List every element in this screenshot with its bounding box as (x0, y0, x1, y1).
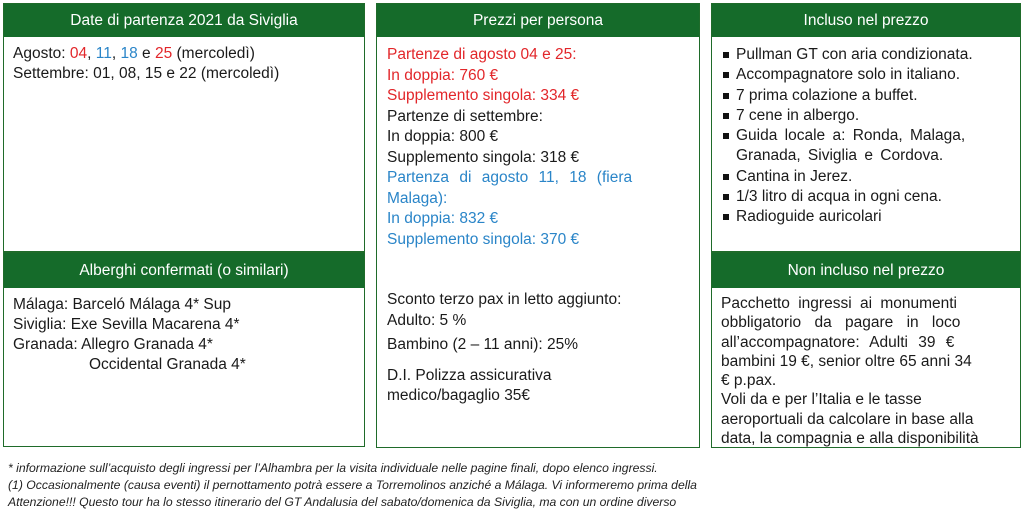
included-panel (711, 3, 1021, 252)
departure-dates-panel (3, 3, 365, 252)
departure-dates-header: Date di partenza 2021 da Siviglia (4, 4, 364, 37)
not-included-header: Non incluso nel prezzo (712, 253, 1020, 288)
august-b-title-2: Malaga): (387, 189, 448, 207)
included-item: 7 cene in albergo. (722, 106, 1012, 126)
september-dates: Settembre: 01, 08, 15 e 22 (mercoledì) (13, 65, 280, 82)
prices-panel (376, 3, 700, 448)
august-b-single: Supplemento singola: 370 € (387, 230, 580, 248)
hotels-body (4, 288, 364, 375)
included-item: 7 prima colazione a buffet. (722, 86, 1012, 106)
hotel-siviglia: Siviglia: Exe Sevilla Macarena 4* (13, 316, 240, 333)
included-item: Radioguide auricolari (722, 207, 1012, 227)
insurance-line-1: D.I. Polizza assicurativa (387, 366, 552, 384)
not-included-line: aeroportuali da calcolare in base alla (721, 410, 974, 428)
hotel-granada-alt: Occidental Granada 4* (89, 356, 246, 373)
footer-note-alhambra: * informazione sull’acquisto degli ingressi per l’Alhambra per la visita individuale nelle pagine finali, dopo elenco ingressi. (8, 461, 658, 475)
included-header: Incluso nel prezzo (712, 4, 1020, 37)
prices-body (377, 37, 699, 407)
insurance-line-2: medico/bagaglio 35€ (387, 387, 531, 404)
included-item: 1/3 litro di acqua in ogni cena. (722, 187, 1012, 207)
included-item: Accompagnatore solo in italiano. (722, 65, 1012, 85)
august-a-title: Partenze di agosto 04 e 25: (387, 46, 577, 63)
footer-note-attention: Attenzione!!! Questo tour ha lo stesso itinerario del GT Andalusia del sabato/domenica da Siviglia, ma con un ordine diverso (8, 495, 677, 509)
footer-note-torremolinos: (1) Occasionalmente (causa eventi) il pernottamento potrà essere a Torremolinos anziché a Málaga. Vi informeremo prima della (8, 478, 697, 492)
september-single: Supplemento singola: 318 € (387, 148, 580, 166)
august-b-double: In doppia: 832 € (387, 210, 499, 227)
included-body (712, 37, 1020, 228)
august-a-double: In doppia: 760 € (387, 66, 499, 84)
not-included-line: Pacchetto ingressi ai monumenti (721, 295, 958, 312)
september-title: Partenze di settembre: (387, 107, 543, 125)
not-included-panel (711, 252, 1021, 448)
included-item: Cantina in Jerez. (722, 167, 1012, 187)
included-item: Guida locale a: Ronda, Malaga, Granada, Siviglia e Cordova. (722, 126, 1012, 167)
hotel-malaga: Málaga: Barceló Málaga 4* Sup (13, 296, 231, 313)
august-dates: Agosto: 04, 11, 18 e 25 (mercoledì) (13, 45, 255, 62)
not-included-line: € p.pax. (721, 372, 777, 390)
included-item: Pullman GT con aria condizionata. (722, 45, 1012, 65)
discount-child: Bambino (2 – 11 anni): 25% (387, 336, 578, 353)
not-included-line: Voli da e per l’Italia e le tasse (721, 391, 922, 409)
august-b-title-1: Partenza di agosto 11, 18 (fiera (387, 169, 633, 186)
not-included-line: bambini 19 €, senior oltre 65 anni 34 (721, 352, 972, 370)
footer-notes (8, 460, 697, 511)
discount-title: Sconto terzo pax in letto aggiunto: (387, 291, 622, 308)
prices-header: Prezzi per persona (377, 4, 699, 37)
not-included-line: data, la compagnia e alla disponibilità (721, 430, 979, 448)
departure-dates-body (4, 37, 364, 84)
hotel-granada: Granada: Allegro Granada 4* (13, 336, 213, 353)
not-included-line: all’accompagnatore: Adulti 39 € (721, 333, 955, 351)
discount-adult: Adulto: 5 % (387, 311, 467, 329)
hotels-panel (3, 252, 365, 447)
september-double: In doppia: 800 € (387, 128, 499, 145)
not-included-line: obbligatorio da pagare in loco (721, 314, 961, 332)
hotels-header: Alberghi confermati (o similari) (4, 253, 364, 288)
not-included-body (712, 288, 1020, 448)
august-a-single: Supplemento singola: 334 € (387, 87, 580, 104)
